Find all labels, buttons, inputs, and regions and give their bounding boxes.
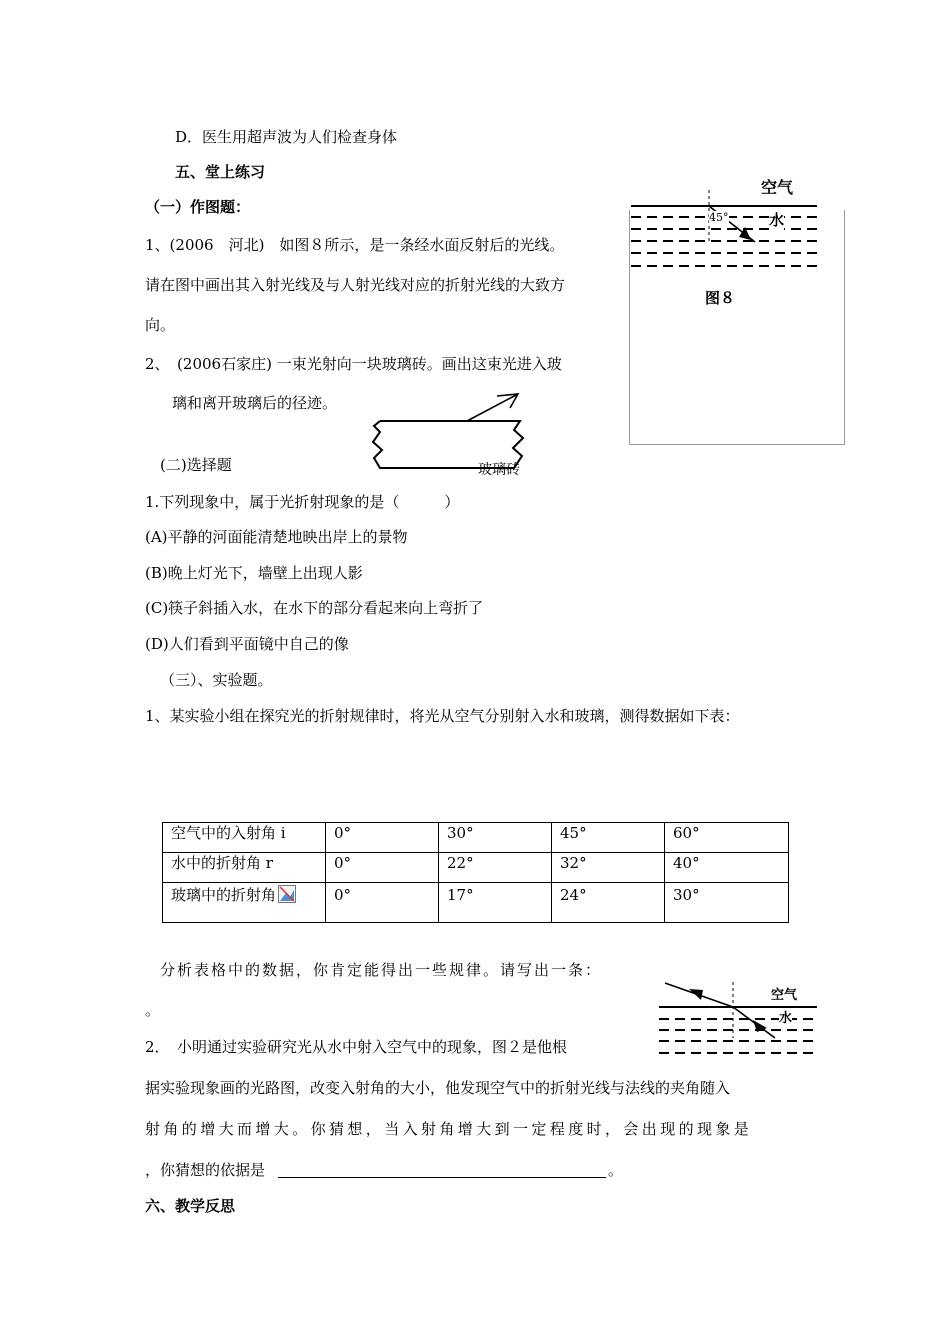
exp2-line-1: 2． 小明通过实验研究光从水中射入空气中的现象，图２是他根	[145, 1038, 568, 1056]
table-cell: 17°	[439, 883, 552, 923]
table-cell: 60°	[665, 823, 789, 853]
figure-2	[655, 978, 825, 1060]
glass-brick-label: 玻璃砖	[478, 462, 520, 478]
table-cell: 水中的折射角 r	[163, 853, 326, 883]
table-cell: 24°	[552, 883, 665, 923]
exp2-line-4-text: ，你猜想的依据是	[145, 1161, 266, 1179]
figure-8-air-label: 空气	[761, 178, 794, 197]
mc-option-d: (D)人们看到平面镜中自己的像	[145, 635, 349, 653]
figure-2-water-label: 水	[779, 1009, 792, 1029]
table-cell: 0°	[326, 883, 439, 923]
glass-brick-figure	[370, 388, 530, 478]
q2-line-1: 2、 (2006石家庄) 一束光射向一块玻璃砖。画出这束光进入玻	[145, 355, 562, 373]
table-cell: 40°	[665, 853, 789, 883]
analysis-period: 。	[145, 1001, 161, 1019]
refraction-data-table	[162, 822, 789, 923]
exp2-line-4-end: 。	[608, 1161, 624, 1179]
section-6-heading: 六、教学反思	[145, 1197, 236, 1215]
figure-8	[629, 180, 845, 445]
q1-line-1: 1、(2006 河北) 如图８所示，是一条经水面反射后的光线。	[145, 236, 565, 254]
subsection-choice: (二)选择题	[160, 456, 232, 474]
table-cell: 32°	[552, 853, 665, 883]
q2-line-2: 璃和离开玻璃后的径迹。	[172, 394, 338, 412]
figure-2-air-label: 空气	[771, 988, 798, 1003]
option-d-line: D．医生用超声波为人们检查身体	[175, 128, 398, 146]
exp2-line-4	[145, 1160, 265, 1180]
table-cell-glass	[163, 883, 326, 923]
mc-option-c: (C)筷子斜插入水，在水下的部分看起来向上弯折了	[145, 599, 484, 617]
mc-question: 1.下列现象中，属于光折射现象的是（ ）	[145, 493, 460, 511]
broken-image-icon	[278, 885, 296, 903]
subsection-drawing: （一）作图题：	[145, 198, 251, 216]
section-5-heading: 五、堂上练习	[175, 163, 266, 181]
figure-8-angle-label: 45°	[709, 211, 729, 224]
table-cell: 22°	[439, 853, 552, 883]
table-cell: 0°	[326, 853, 439, 883]
table-cell: 30°	[665, 883, 789, 923]
table-cell: 45°	[552, 823, 665, 853]
subsection-experiment: （三）、实验题。	[160, 671, 273, 689]
experiment-1-intro: 1、某实验小组在探究光的折射规律时，将光从空气分别射入水和玻璃，测得数据如下表：	[145, 707, 740, 725]
q1-line-2: 请在图中画出其入射光线及与人射光线对应的折射光线的大致方	[145, 276, 566, 294]
table-cell: 0°	[326, 823, 439, 853]
q1-line-3: 向。	[145, 316, 176, 334]
table-cell-glass-label: 玻璃中的折射角	[171, 886, 277, 904]
answer-blank[interactable]	[278, 1177, 606, 1178]
mc-option-b: (B)晚上灯光下，墙壁上出现人影	[145, 564, 363, 582]
figure-8-drawing	[629, 180, 845, 445]
table-cell: 空气中的入射角 i	[163, 823, 326, 853]
mc-option-a: (A)平静的河面能清楚地映出岸上的景物	[145, 528, 408, 546]
exp2-line-3: 射角的增大而增大。你猜想，当入射角增大到一定程度时，会出现的现象是	[145, 1120, 753, 1138]
figure-8-caption: 图８	[705, 289, 736, 307]
table-row	[163, 883, 789, 923]
table-cell: 30°	[439, 823, 552, 853]
figure-2-drawing	[655, 978, 825, 1060]
table-row	[163, 853, 789, 883]
exp2-line-2: 据实验现象画的光路图，改变入射角的大小，他发现空气中的折射光线与法线的夹角随入	[145, 1079, 731, 1097]
analysis-prompt: 分析表格中的数据，你肯定能得出一些规律。请写出一条：	[160, 961, 603, 979]
table-row	[163, 823, 789, 853]
figure-8-water-label: 水	[769, 211, 785, 229]
